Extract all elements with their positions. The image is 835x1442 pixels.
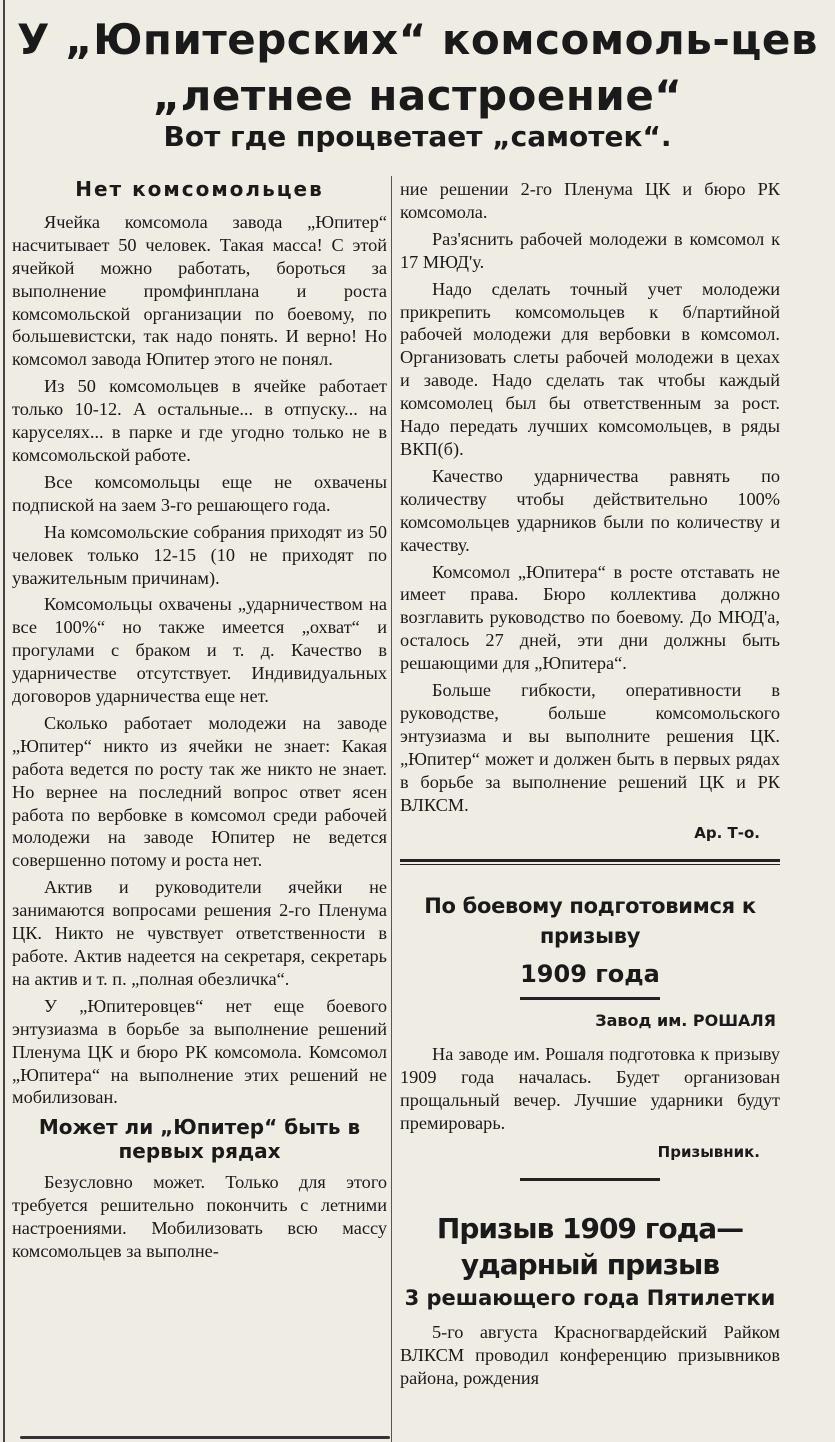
paragraph-continued: ние решении 2-го Пленума ЦК и бюро РК комсомола. bbox=[400, 179, 780, 222]
column-divider bbox=[391, 176, 392, 1442]
paragraph: У „Юпитеровцев“ нет еще боевого энтузиазма в борьбе за выполнение решений Пленума ЦК и бюро РК комсомола. Комсомол „Юпитера“ на выполнение этих решений не мобилизован. bbox=[12, 995, 387, 1108]
paragraph: Из 50 комсомольцев в ячейке работает только 10-12. А остальные... в отпуску... на каруселях... в парке и где угодно только не в комсомольской работе. bbox=[12, 376, 387, 465]
short-rule-divider bbox=[520, 1178, 660, 1181]
paragraph: Качество ударничества равнять по количеству чтобы действительно 100% комсомольцев ударников были по количеству и качеству. bbox=[400, 465, 780, 555]
double-rule-divider bbox=[400, 859, 780, 865]
paragraph: Комсомол „Юпитера“ в росте отставать не имеет права. Бюро коллектива должно возглавить руководство по боевому. До МЮД'а, осталось 27 дней, эти дни должны быть решающими для „Юпитера“. bbox=[400, 561, 780, 674]
page-edge-rule bbox=[3, 0, 5, 1442]
subheadline: Вот где процветает „самотек“. bbox=[163, 120, 672, 153]
article3-title: Призыв 1909 года—ударный призыв bbox=[436, 1211, 744, 1281]
paragraph: Безусловно может. Только для этого требуется решительно покончить с летними настроениями. Мобилизовать всю массу комсомольцев за выполне- bbox=[12, 1172, 387, 1262]
paragraph: Актив и руководители ячейки не занимаются вопросами решения 2-го Пленума ЦК. Никто не чувствует ответственности в работе. Актив надеется на секретаря, секретарь на актив и т. п. „полная обезличка“. bbox=[12, 877, 387, 989]
paragraph: На комсомольские собрания приходят из 50 человек только 12-15 (10 не приходят по уважительным причинам). bbox=[12, 521, 387, 588]
headline: У „Юпитерских“ комсомоль-цев „летнее настроение“ bbox=[17, 15, 818, 120]
article2-byline: Завод им. РОШАЛЯ bbox=[595, 1011, 776, 1031]
article3-subtitle: 3 решающего года Пятилетки bbox=[404, 1285, 776, 1310]
short-rule-divider bbox=[520, 997, 660, 1000]
section-title-first-rows: Может ли „Юпитер“ быть в первых рядах bbox=[38, 1115, 361, 1164]
paragraph: Все комсомольцы еще не охвачены подпиской на заем 3-го решающего года. bbox=[12, 471, 387, 515]
article-signature: Ар. Т-о. bbox=[694, 824, 760, 843]
paragraph: Ячейка комсомола завода „Юпитер“ насчитывает 50 человек. Такая масса! С этой ячейкой можно работать, бороться за выполнение промфинплана и роста комсомольской организации по боевому, по большевистски, так надо понять. И верно! Но комсомол завода Юпитер этого не понял. bbox=[12, 211, 387, 370]
paragraph: Комсомольцы охвачены „ударничеством на все 100%“ но также имеется „охват“ и прогулами с браком и т. д. Качество в ударничестве отсутствует. Индивидуальных договоров ударничества еще нет. bbox=[12, 594, 387, 707]
paragraph: Раз'яснить рабочей молодежи в комсомол к 17 МЮД'у. bbox=[400, 228, 780, 272]
left-column bbox=[12, 178, 387, 1267]
article2-signature: Призывник. bbox=[657, 1142, 760, 1161]
paragraph: На заводе им. Рошаля подготовка к призыву 1909 года началась. Будет организован прощальный вечер. Лучшие ударники будут премироварь. bbox=[400, 1044, 780, 1133]
right-column bbox=[400, 178, 780, 1394]
paragraph: Надо сделать точный учет молодежи прикрепить комсомольцев к б/партийной рабочей молодежи для вербовки в комсомол. Организовать слеты рабочей молодежи в цехах и заводе. Надо сделать так чтобы каждый комсомолец был бы ответственным за рост. Надо передать лучших комсомольцев, в ряды ВКП(б). bbox=[400, 278, 780, 459]
bottom-border-rule bbox=[20, 1436, 390, 1439]
article2-title-year: 1909 года bbox=[520, 960, 660, 989]
paragraph: Сколько работает молодежи на заводе „Юпитер“ никто из ячейки не знает: Какая работа ведется по росту так же никто не знает. Но вернее на последний вопрос ответ ясен работа по вербовке в комсомол среди рабочей молодежи на заводе Юпитер не ведется совершенно потому и роста нет. bbox=[12, 712, 387, 871]
article2-title: По боевому подготовимся к призыву bbox=[424, 894, 756, 949]
paragraph: Больше гибкости, оперативности в руководстве, больше комсомольского энтузиазма и вы выполните решения ЦК. „Юпитер“ может и должен быть в первых рядах в борьбе за выполнение решений ЦК и РК ВЛКСМ. bbox=[400, 680, 780, 815]
section-title-no-members: Нет комсомольцев bbox=[75, 177, 324, 201]
paragraph: 5-го августа Красногвардейский Райком ВЛКСМ проводил конференцию призывников района, рождения bbox=[400, 1321, 780, 1388]
